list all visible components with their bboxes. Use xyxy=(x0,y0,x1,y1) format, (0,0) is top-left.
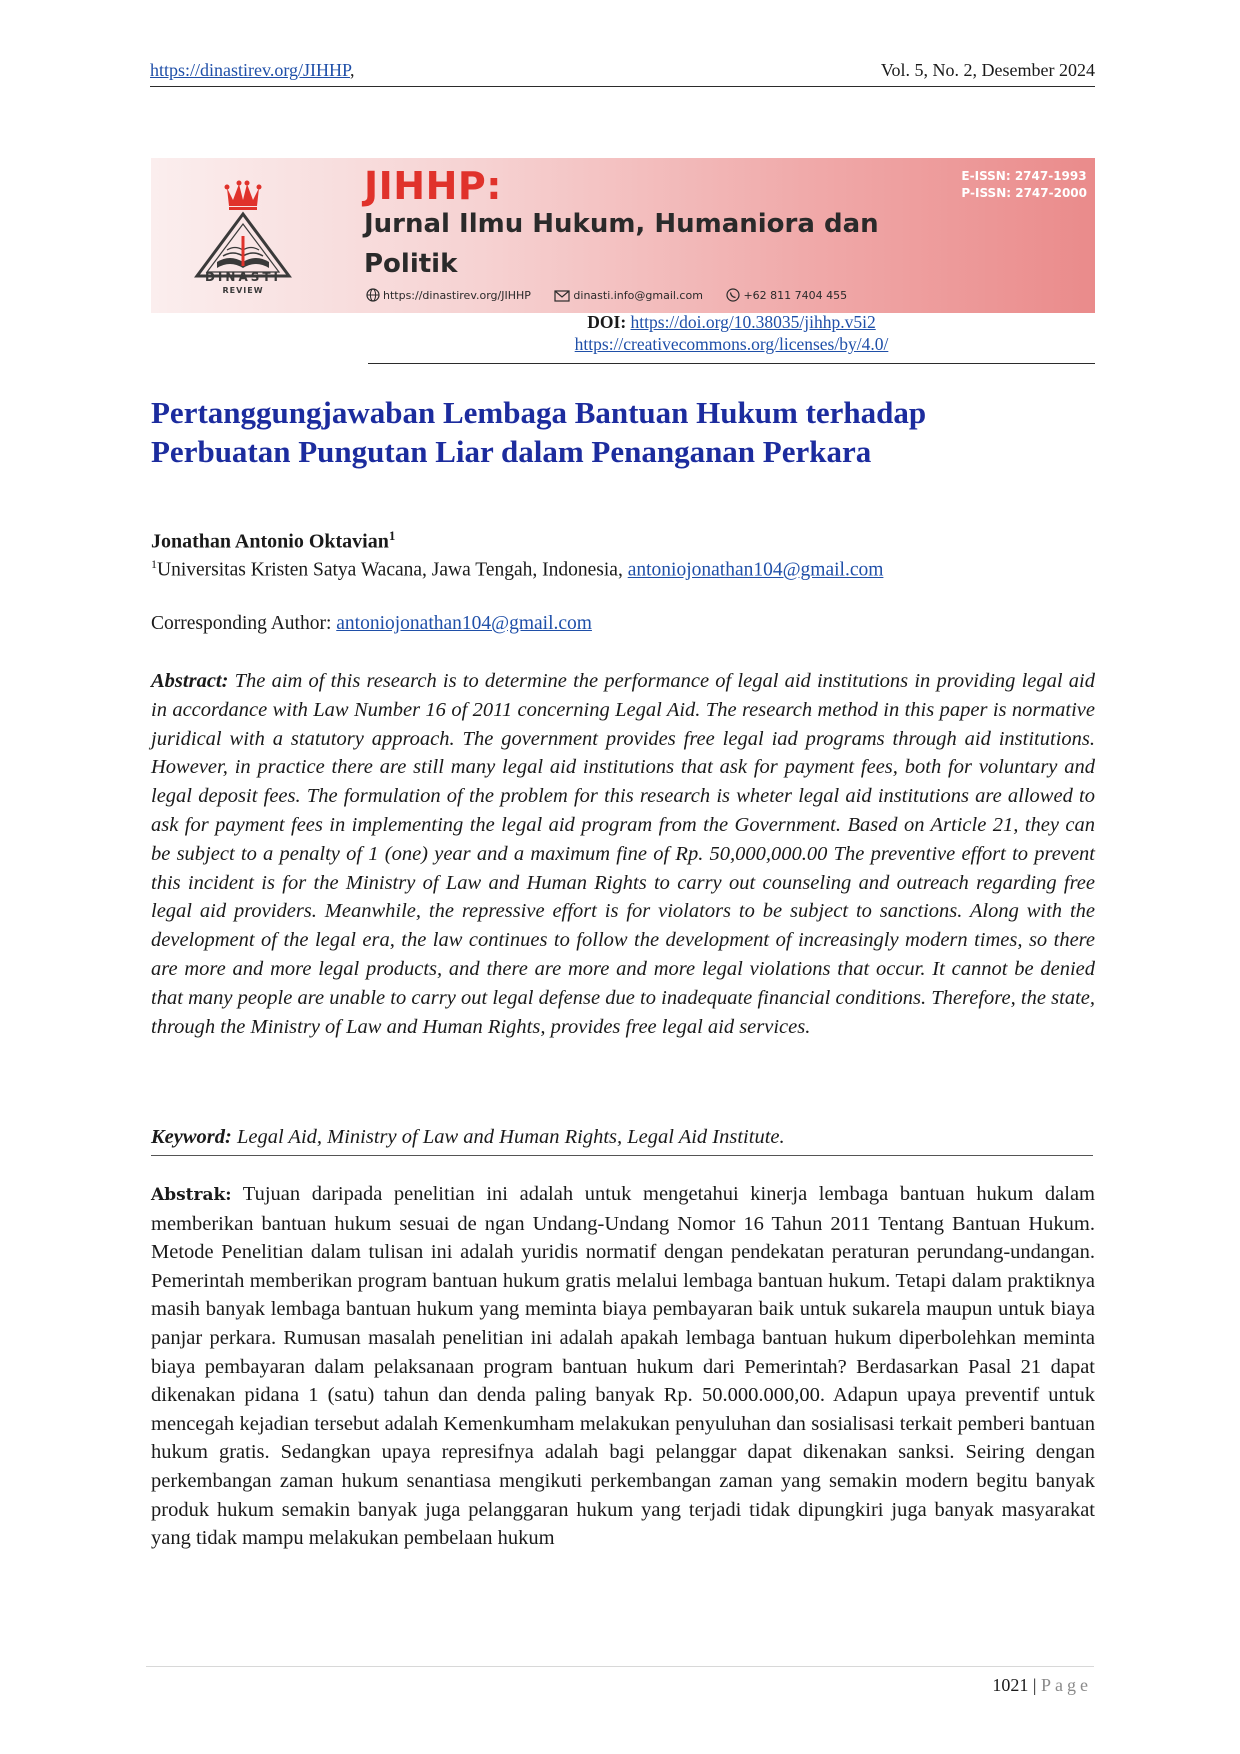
email-text: dinasti.info@gmail.com xyxy=(573,289,703,302)
license-line xyxy=(368,333,1095,355)
author-affiliation xyxy=(151,557,883,582)
corresponding-author xyxy=(151,613,592,635)
abstract-text: The aim of this research is to determine the performance of legal aid institutions in providing legal aid in accordance with Law Number 16 of 2011 concerning Legal Aid. The research method in this paper is normative juridical with a statutory approach. The government provides free legal iad programs through aid institutions. However, in practice there are still many legal aid institutions that ask for payment fees, both for voluntary and legal deposit fees. The formulation of the problem for this research is wheter legal aid institutions are allowed to ask for payment fees in implementing the legal aid program from the Government. Based on Article 21, they can be subject to a penalty of 1 (one) year and a maximum fine of Rp. 50,000,000.00 The preventive effort to prevent this incident is for the Ministry of Law and Human Rights to carry out counseling and outreach regarding free legal aid providers. Meanwhile, the repressive effort is for violators to be subject to sanctions. Along with the development of the legal era, the law continues to follow the development of increasingly modern times, so there are more and more legal products, and there are more and more legal violations that occur. It cannot be denied that many people are unable to carry out legal defense due to inadequate financial conditions. Therefore, the state, through the Ministry of Law and Human Rights, provides free legal aid services. xyxy=(151,670,1095,1038)
corresponding-label: Corresponding Author: xyxy=(151,613,337,634)
eissn: E-ISSN: 2747-1993 xyxy=(961,169,1087,183)
doi-block xyxy=(368,311,1095,364)
keywords xyxy=(151,1126,1093,1156)
publisher-sub: REVIEW xyxy=(222,286,264,295)
doi-link[interactable]: https://doi.org/10.38035/jihhp.v5i2 xyxy=(630,312,876,332)
affiliation-email-link[interactable]: antoniojonathan104@gmail.com xyxy=(627,559,884,581)
journal-url-header xyxy=(150,60,355,81)
whatsapp-icon xyxy=(726,288,740,302)
page-separator: | xyxy=(1028,1675,1041,1695)
website-text: https://dinastirev.org/JIHHP xyxy=(383,289,531,302)
mail-icon xyxy=(554,290,570,302)
abstract-english xyxy=(151,667,1095,1041)
website-contact[interactable] xyxy=(366,288,531,302)
pissn: P-ISSN: 2747-2000 xyxy=(961,186,1087,200)
title-line1: Pertanggungjawaban Lembaga Bantuan Hukum terhadap xyxy=(151,395,927,430)
page-number-value: 1021 xyxy=(992,1675,1029,1695)
journal-title-line1: Jurnal Ilmu Hukum, Humaniora dan xyxy=(364,209,879,239)
journal-abbreviation: JIHHP: xyxy=(364,164,502,208)
issn-block xyxy=(961,168,1087,202)
email-contact[interactable] xyxy=(554,289,703,302)
volume-info: Vol. 5, No. 2, Desember 2024 xyxy=(880,60,1095,80)
license-link[interactable]: https://creativecommons.org/licenses/by/4.0/ xyxy=(574,334,889,354)
abstrak-label: Abstrak: xyxy=(151,1185,232,1205)
author-name-text: Jonathan Antonio Oktavian xyxy=(151,530,389,553)
journal-banner xyxy=(151,158,1095,313)
running-header xyxy=(150,58,1095,87)
title-line2: Perbuatan Pungutan Liar dalam Penanganan Perkara xyxy=(151,434,872,469)
journal-url-link[interactable]: https://dinastirev.org/JIHHP xyxy=(150,60,351,80)
author-name xyxy=(151,528,395,554)
author-sup: 1 xyxy=(388,528,396,543)
publisher-name: DINASTI xyxy=(204,270,282,284)
affil-sup: 1 xyxy=(151,557,157,571)
doi-line xyxy=(368,311,1095,333)
page-number xyxy=(992,1675,1092,1696)
journal-title-line2: Politik xyxy=(364,249,458,279)
footer-divider xyxy=(146,1666,1094,1667)
keyword-label: Keyword: xyxy=(151,1126,232,1148)
abstrak-text: Tujuan daripada penelitian ini adalah untuk mengetahui kinerja lembaga bantuan hukum dalam memberikan bantuan hukum sesuai de ngan Undang-Undang Nomor 16 Tahun 2011 Tentang Bantuan Hukum. Metode Penelitian dalam tulisan ini adalah yuridis normatif dengan pendekatan peraturan perundang-undangan. Pemerintah memberikan program bantuan hukum gratis melalui lembaga bantuan hukum. Tetapi dalam praktiknya masih banyak lembaga bantuan hukum yang meminta biaya pembayaran baik untuk sukarela maupun untuk biaya panjar perkara. Rumusan masalah penelitian ini adalah apakah lembaga bantuan hukum diperbolehkan meminta biaya pembayaran dalam pelaksanaan program bantuan hukum dari Pemerintah? Berdasarkan Pasal 21 dapat dikenakan pidana 1 (satu) tahun dan denda paling banyak Rp. 50.000.000,00. Adapun upaya preventif untuk mencegah kejadian tersebut adalah Kemenkumham melakukan penyuluhan dan sosialisasi terkait pemberi bantuan hukum gratis. Sedangkan upaya represifnya adalah bagi pelanggar dapat dikenakan sanksi. Seiring dengan perkembangan zaman hukum senantiasa mengikuti perkembangan zaman yang semakin modern begitu banyak produk hukum semakin banyak juga pelanggaran hukum yang terjadi tidak dipungkiri juga banyak masyarakat yang tidak mampu melakukan pembelaan hukum xyxy=(151,1183,1095,1550)
abstract-label: Abstract: xyxy=(151,670,229,692)
abstract-indonesian xyxy=(151,1180,1095,1553)
url-suffix: , xyxy=(350,60,355,80)
affiliation-text: Universitas Kristen Satya Wacana, Jawa Tengah, Indonesia, xyxy=(157,559,628,581)
doi-label: DOI: xyxy=(587,312,627,332)
banner-contacts xyxy=(366,288,867,302)
globe-icon xyxy=(366,288,380,302)
phone-contact[interactable] xyxy=(726,288,847,302)
article-title xyxy=(151,393,1091,471)
phone-text: +62 811 7404 455 xyxy=(743,289,848,302)
corresponding-email-link[interactable]: antoniojonathan104@gmail.com xyxy=(336,613,592,634)
keyword-text: Legal Aid, Ministry of Law and Human Rights, Legal Aid Institute. xyxy=(231,1126,785,1148)
page-word: Page xyxy=(1041,1675,1092,1695)
